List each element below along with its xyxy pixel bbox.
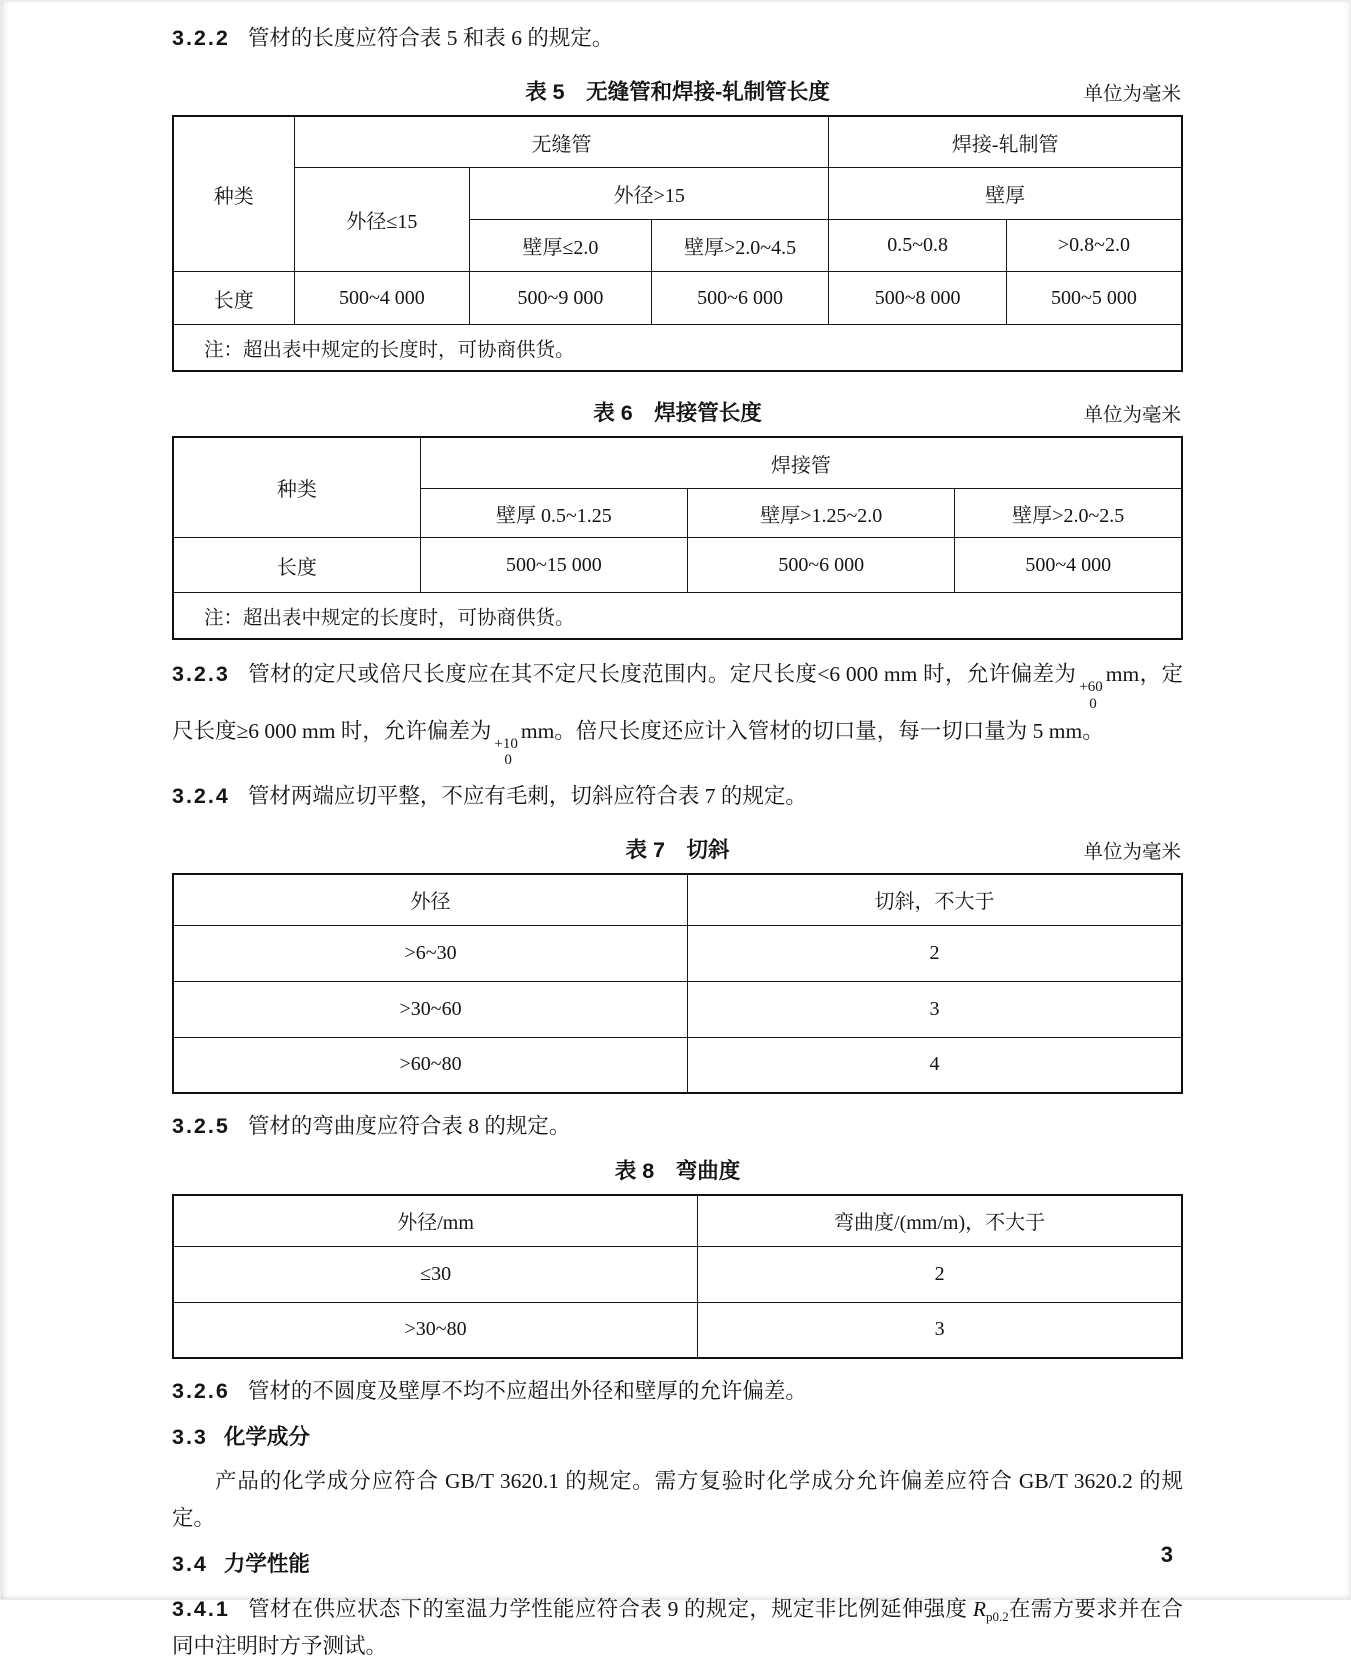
table5-header-seamless: 无缝管 [294,116,829,168]
table8-caption: 表 8 弯曲度 [614,1159,741,1184]
table5-header-kind: 种类 [173,116,294,272]
table5-header-wall-05-08: 0.5~0.8 [829,220,1007,272]
section-3-2-2 [172,20,1183,57]
table5-unit-label: 单位为毫米 [1083,83,1181,105]
table5-value: 500~6 000 [651,272,829,325]
table5-header-od-gt15: 外径>15 [470,168,829,220]
table5-value: 500~4 000 [294,272,470,325]
table8-col1-header: 外径/mm [173,1195,698,1246]
table5-value: 500~5 000 [1006,272,1182,325]
table8-value: 2 [698,1246,1182,1302]
table6-unit-label: 单位为毫米 [1083,404,1181,426]
table6-caption: 表 6 焊接管长度 [593,400,762,425]
section-3-4-heading [172,1547,1183,1581]
section-text: mm。倍尺长度还应计入管材的切口量，每一切口量为 5 mm。 [520,718,1104,743]
table6-note: 注：超出表中规定的长度时，可协商供货。 [173,593,1182,639]
section-3-3-heading [172,1420,1183,1454]
table7-col2-header: 切斜，不大于 [688,874,1182,925]
table5-header-wall: 壁厚 [829,168,1182,220]
table5 [172,115,1183,372]
table6-value: 500~15 000 [420,538,687,593]
section-number: 3.2.2 [172,26,230,50]
section-3-2-6 [172,1373,1183,1410]
section-text: 管材在供应状态下的室温力学性能应符合表 9 的规定，规定非比例延伸强度 [247,1596,973,1621]
tolerance-upper: +10 [494,735,518,752]
table8-od: >30~80 [173,1302,698,1358]
table-row [173,325,1182,371]
table7-value: 4 [688,1037,1182,1093]
table7-od: >6~30 [173,925,688,981]
table5-header-welded-rolled: 焊接-轧制管 [829,116,1182,168]
table6-col-header: 壁厚 0.5~1.25 [420,489,687,538]
table6-col-header: 壁厚>2.0~2.5 [955,489,1182,538]
table7-unit-label: 单位为毫米 [1083,842,1181,864]
table5-header-wall-gt08-20: >0.8~2.0 [1006,220,1182,272]
table7 [172,873,1183,1094]
table7-caption: 表 7 切斜 [625,838,730,863]
section-text: 管材的定尺或倍尺长度应在其不定尺长度范围内。定尺长度<6 000 mm 时，允许偏差为 [247,661,1077,686]
table-row [173,981,1182,1037]
tolerance-upper: +60 [1079,678,1103,695]
table5-caption-row [172,75,1183,105]
table-row [173,1195,1182,1246]
table-row [173,1037,1182,1093]
section-text: 管材的长度应符合表 5 和表 6 的规定。 [247,26,614,50]
section-number: 3.2.3 [172,661,230,686]
table6-col-header: 壁厚>1.25~2.0 [688,489,955,538]
table-row [173,1246,1182,1302]
section-text: 在需方要求并在合同中注明时方予测试。 [172,1596,1183,1659]
table7-od: >30~60 [173,981,688,1037]
table5-value: 500~9 000 [470,272,652,325]
table5-value: 500~8 000 [829,272,1007,325]
table7-od: >60~80 [173,1037,688,1093]
table5-caption: 表 5 无缝管和焊接-轧制管长度 [525,79,830,104]
table7-value: 3 [688,981,1182,1037]
table5-note: 注：超出表中规定的长度时，可协商供货。 [173,325,1182,371]
section-text: 管材的不圆度及壁厚不均不应超出外径和壁厚的允许偏差。 [247,1379,807,1404]
section-3-2-5 [172,1108,1183,1145]
table-row [173,168,1182,220]
section-title: 化学成分 [223,1425,310,1450]
section-title: 力学性能 [223,1552,310,1577]
table-row [173,593,1182,639]
section-3-2-3 [172,656,1183,769]
table6-caption-row [172,396,1183,426]
table-row [173,272,1182,325]
section-number: 3.3 [172,1425,208,1450]
section-text: 管材的弯曲度应符合表 8 的规定。 [247,1114,571,1139]
table8 [172,1194,1183,1359]
section-number: 3.4.1 [172,1596,230,1621]
table7-value: 2 [688,925,1182,981]
section-number: 3.2.4 [172,784,230,809]
section-3-2-4 [172,778,1183,815]
page-number: 3 [1160,1542,1173,1567]
section-3-4-1 [172,1591,1183,1665]
table-row [173,437,1182,489]
table-row [173,874,1182,925]
table6 [172,436,1183,640]
table5-header-wall-gt20-45: 壁厚>2.0~4.5 [651,220,829,272]
table5-row-label: 长度 [173,272,294,325]
table6-header-welded: 焊接管 [420,437,1182,489]
tolerance-lower: 0 [1089,695,1097,712]
tolerance-lower: 0 [504,752,512,769]
section-3-3-body: 产品的化学成分应符合 GB/T 3620.1 的规定。需方复验时化学成分允许偏差应符合 GB/T 3620.2 的规定。 [172,1469,1183,1531]
section-number: 3.4 [172,1552,208,1577]
table6-row-label: 长度 [173,538,420,593]
tolerance-plus60-0 [1076,679,1105,713]
tolerance-plus10-0 [491,736,520,770]
section-text: 管材两端应切平整，不应有毛刺，切斜应符合表 7 的规定。 [247,784,807,809]
rp02-subscript: p0.2 [985,1608,1009,1624]
table8-value: 3 [698,1302,1182,1358]
rp02-symbol: R [972,1596,986,1621]
table6-value: 500~6 000 [688,538,955,593]
section-text: mm，定尺长度≥6 000 mm 时，允许偏差为 [172,661,1184,743]
table6-header-kind: 种类 [173,437,420,538]
table7-col1-header: 外径 [173,874,688,925]
table6-value: 500~4 000 [955,538,1182,593]
table8-col2-header: 弯曲度/(mm/m)，不大于 [698,1195,1182,1246]
table8-caption-row [172,1154,1183,1184]
table-row [173,116,1182,168]
table-row [173,538,1182,593]
table7-caption-row [172,833,1183,863]
section-number: 3.2.6 [172,1379,230,1404]
table-row [173,925,1182,981]
table5-header-wall-le20: 壁厚≤2.0 [470,220,652,272]
table5-header-od-le15: 外径≤15 [294,168,470,272]
table-row [173,1302,1182,1358]
section-number: 3.2.5 [172,1114,230,1139]
table8-od: ≤30 [173,1246,698,1302]
